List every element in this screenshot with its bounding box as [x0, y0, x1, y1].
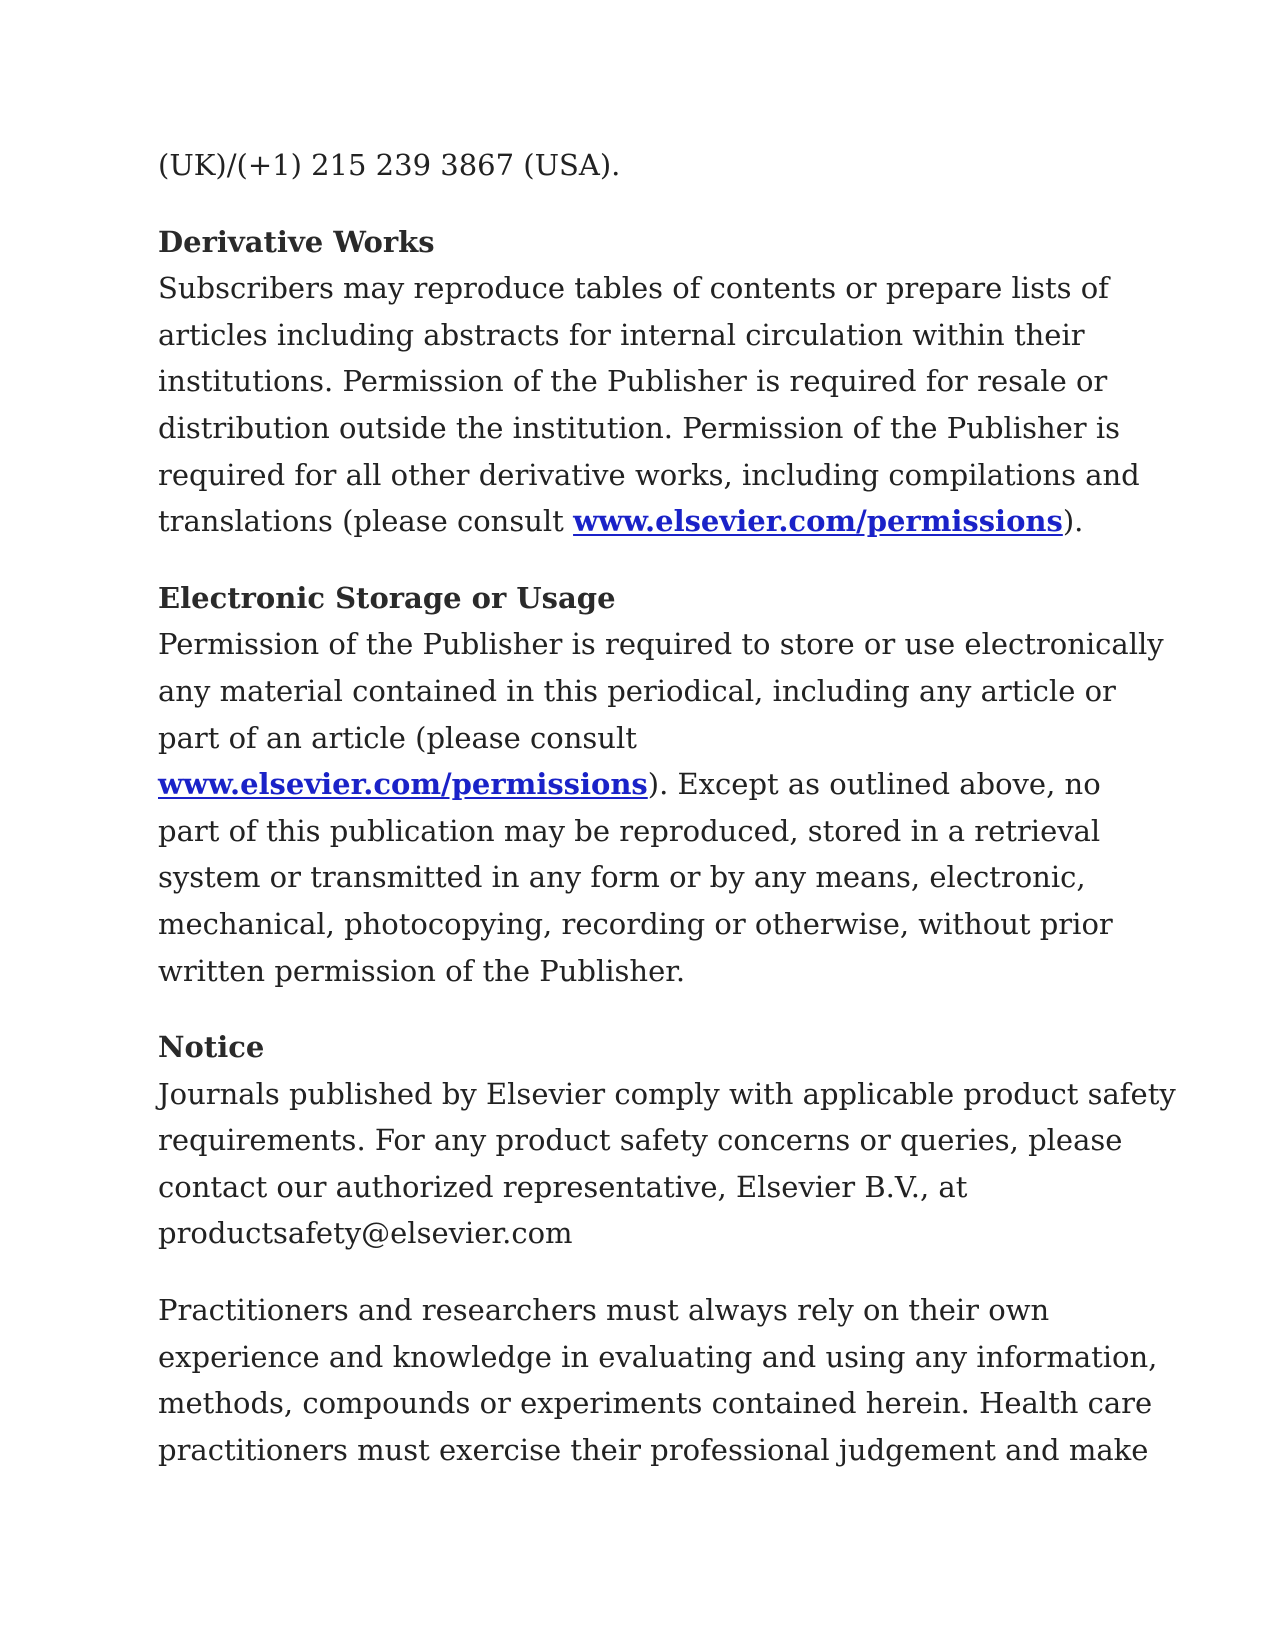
body-line: any material contained in this periodical, including any article or [158, 673, 1116, 708]
section-heading-electronic-storage: Electronic Storage or Usage [158, 580, 616, 615]
body-line: Permission of the Publisher is required to store or use electronically [158, 627, 1164, 662]
electronic-storage-section [158, 575, 1164, 994]
permissions-link[interactable]: www.elsevier.com/permissions [573, 504, 1063, 539]
body-line: experience and knowledge in evaluating and using any information, [158, 1339, 1158, 1374]
body-line: methods, compounds or experiments contained herein. Health care [158, 1386, 1153, 1421]
intro-paragraph [158, 142, 1118, 189]
permissions-link[interactable]: www.elsevier.com/permissions [158, 767, 648, 802]
body-line: distribution outside the institution. Permission of the Publisher is [158, 410, 1121, 445]
practitioners-paragraph [158, 1287, 1158, 1473]
body-line: system or transmitted in any form or by any means, electronic, [158, 860, 1086, 895]
notice-section [158, 1024, 1176, 1257]
body-line: Journals published by Elsevier comply with applicable product safety [158, 1076, 1176, 1111]
body-line: Practitioners and researchers must always rely on their own [158, 1293, 1050, 1328]
body-line: institutions. Permission of the Publisher is required for resale or [158, 364, 1108, 399]
body-text: ). [1062, 504, 1084, 539]
section-heading-notice: Notice [158, 1030, 265, 1065]
body-line: articles including abstracts for internal circulation within their [158, 317, 1085, 352]
intro-line: (UK)/(+1) 215 239 3867 (USA). [158, 148, 621, 182]
section-heading-derivative-works: Derivative Works [158, 224, 435, 259]
body-line: required for all other derivative works, including compilations and [158, 457, 1140, 492]
body-line: part of an article (please consult [158, 720, 637, 755]
body-line: productsafety@elsevier.com [158, 1216, 573, 1251]
body-line: part of this publication may be reproduced, stored in a retrieval [158, 813, 1101, 848]
body-line: requirements. For any product safety concerns or queries, please [158, 1123, 1123, 1158]
body-line: practitioners must exercise their professional judgement and make [158, 1432, 1149, 1467]
body-line [158, 761, 1118, 808]
body-line: Subscribers may reproduce tables of contents or prepare lists of [158, 271, 1109, 306]
derivative-works-section [158, 219, 1140, 545]
body-line [158, 498, 1118, 545]
document-page [158, 142, 1176, 1473]
body-line: contact our authorized representative, Elsevier B.V., at [158, 1169, 968, 1204]
body-line: written permission of the Publisher. [158, 953, 686, 988]
body-text: ). Except as outlined above, no [647, 767, 1101, 802]
body-line: mechanical, photocopying, recording or otherwise, without prior [158, 906, 1113, 941]
body-text: translations (please consult [158, 504, 574, 539]
